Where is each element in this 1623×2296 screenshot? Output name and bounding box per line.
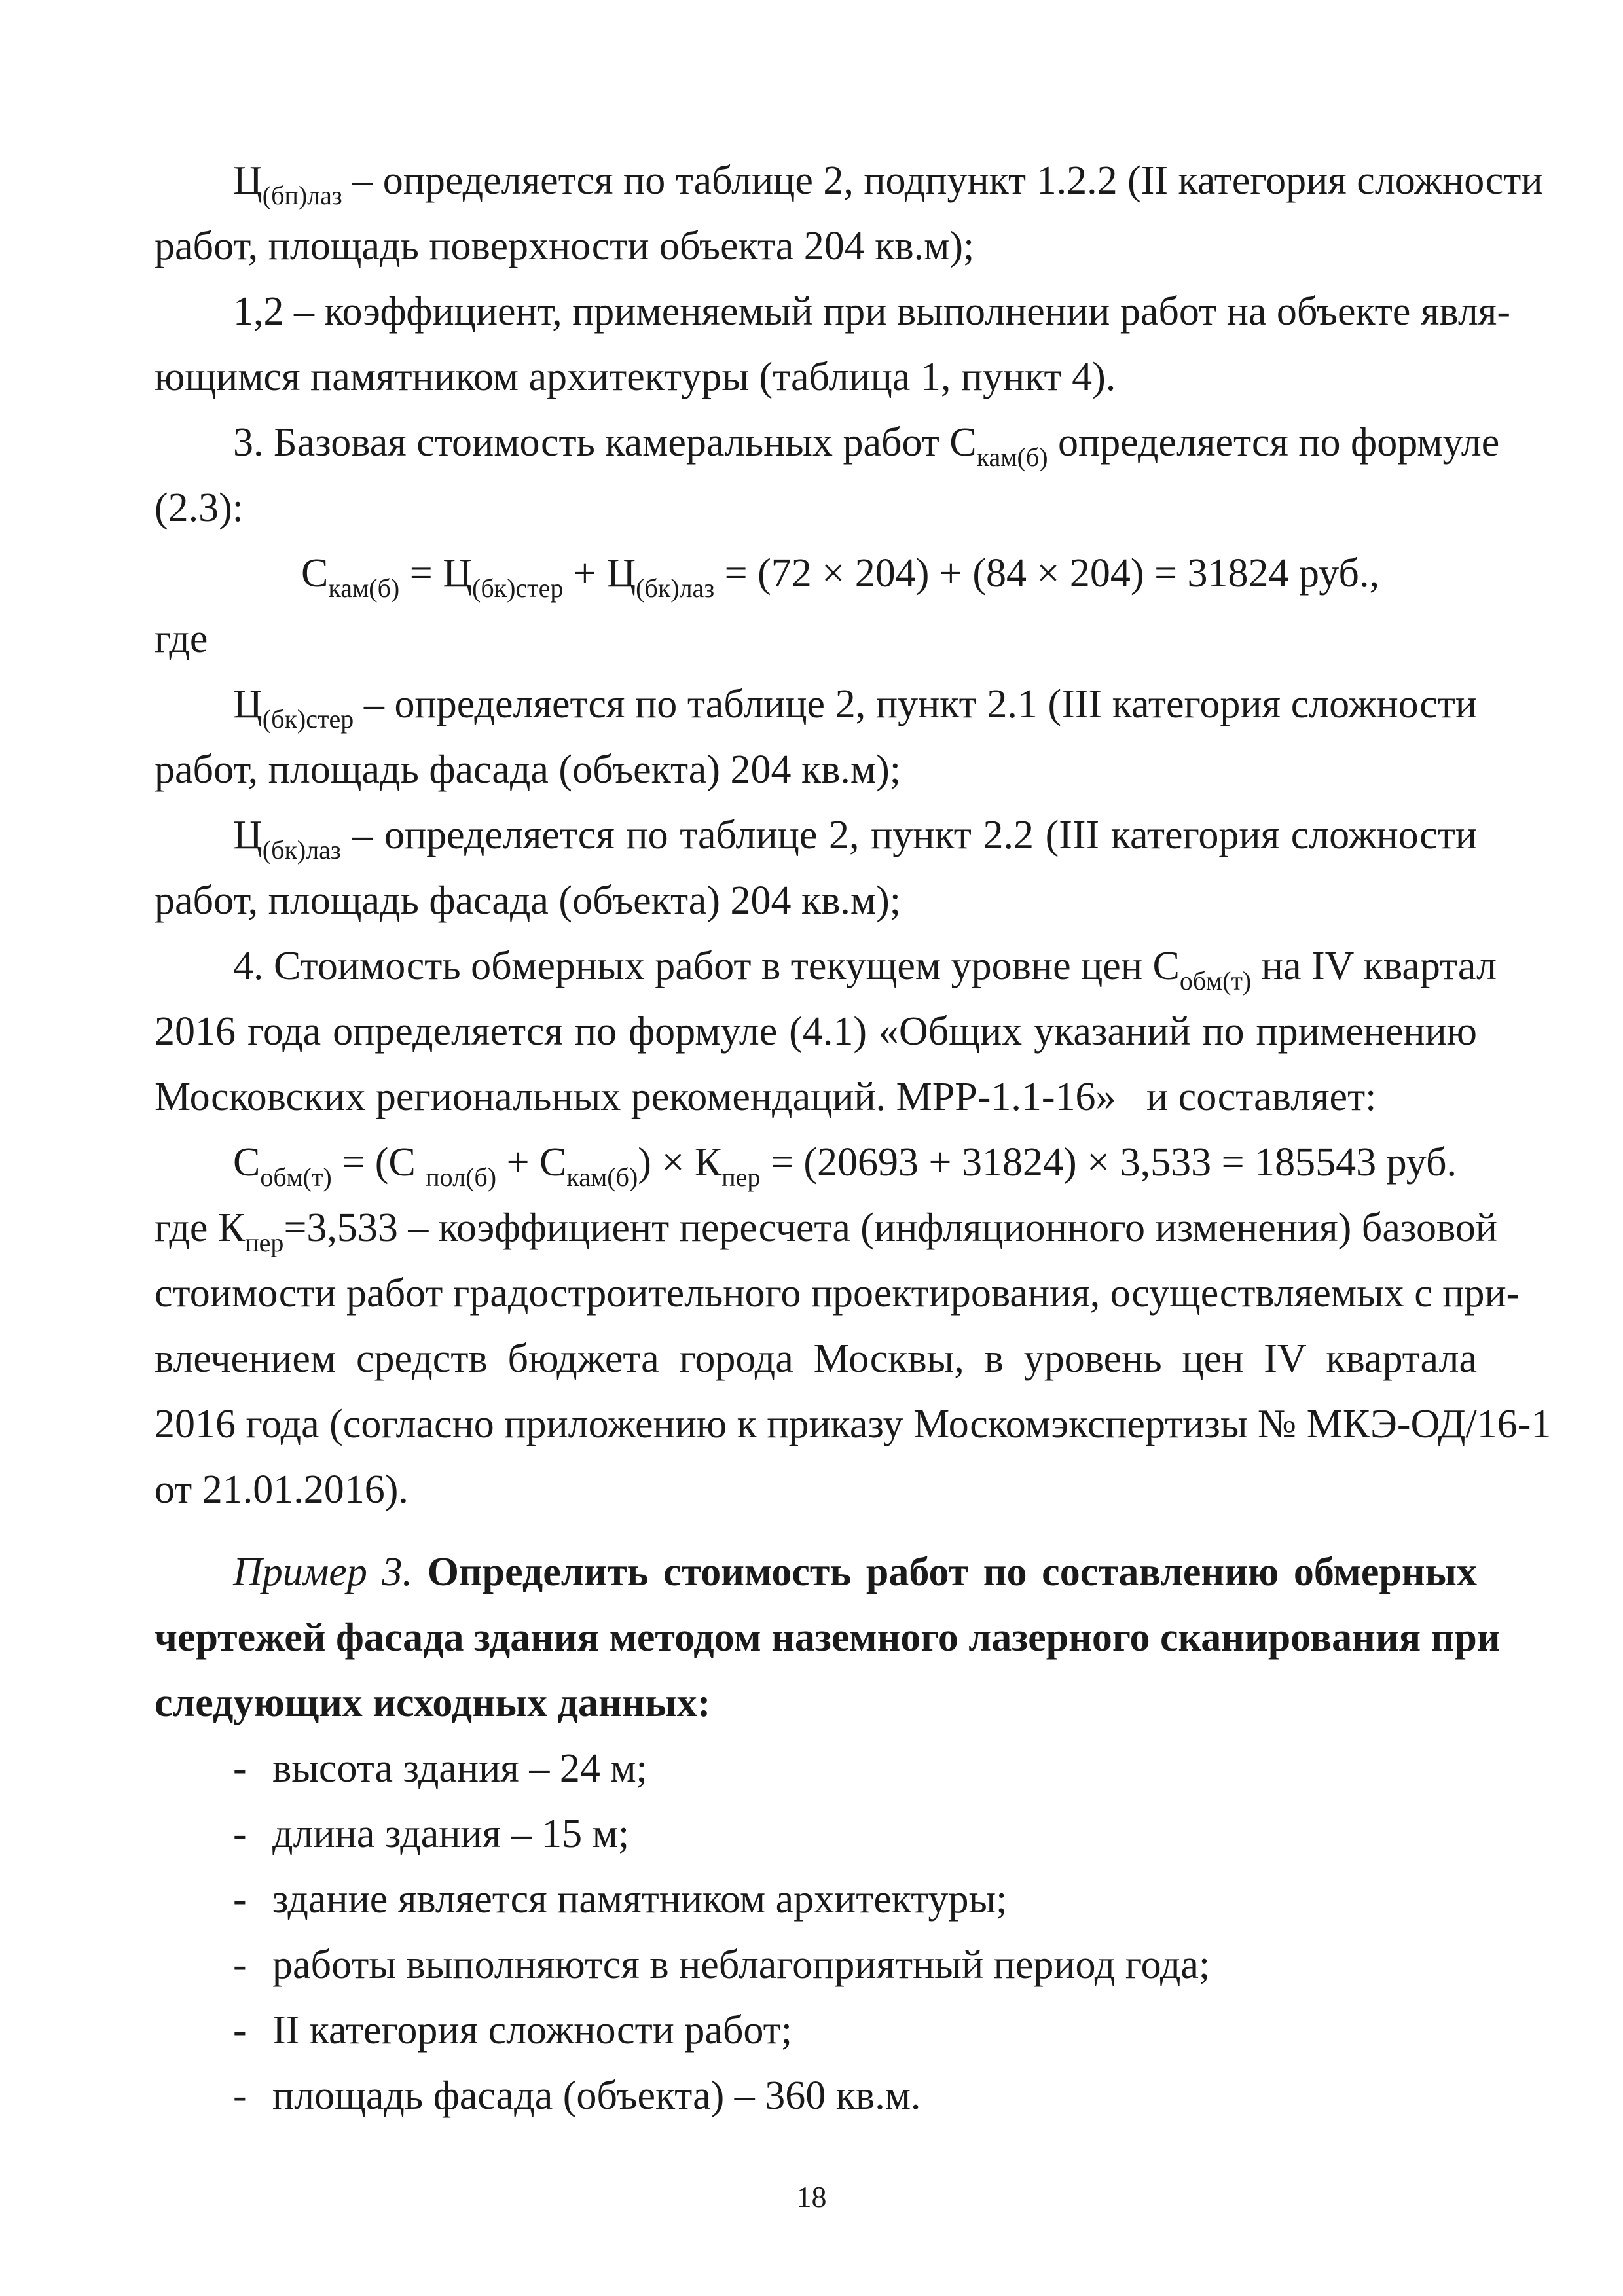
bullet-marker: - <box>233 1746 247 1791</box>
subscript: пер <box>721 1162 761 1192</box>
paragraph-6-line-2: 2016 года определяется по формуле (4.1) «Общих указаний по применению <box>155 1009 1477 1054</box>
subscript: пер <box>245 1228 284 1257</box>
text: – определяется по таблице 2, подпункт 1.2.2 (II категория сложности <box>342 158 1543 203</box>
paragraph-2-line-2: ющимся памятником архитектуры (таблица 1, пункт 4). <box>155 355 1116 399</box>
formula-text: = (20693 + 31824) × 3,533 = 185543 руб. <box>760 1140 1457 1185</box>
formula-text: С <box>301 551 329 596</box>
formula-2 <box>233 1130 1477 1195</box>
bullet-marker: - <box>233 1943 247 1987</box>
subscript: кам(б) <box>328 573 400 603</box>
subscript: пол(б) <box>426 1162 497 1192</box>
example-line-3: следующих исходных данных: <box>155 1681 711 1725</box>
formula-text: С <box>233 1140 261 1185</box>
paragraph-1-line-2: работ, площадь поверхности объекта 204 кв.м); <box>155 224 975 268</box>
text: определяется по формуле <box>1048 420 1500 465</box>
subscript: (бк)лаз <box>636 573 715 603</box>
list-item <box>233 1736 1477 1801</box>
subscript: (бк)стер <box>262 704 354 734</box>
paragraph-7-line-3: влечением средств бюджета города Москвы, в уровень цен IV квартала <box>155 1336 1477 1381</box>
list-item <box>233 1801 1477 1867</box>
text: 4. Стоимость обмерных работ в текущем уровне цен С <box>233 944 1180 988</box>
list-item <box>233 1932 1477 1998</box>
paragraph-3-line-2: (2.3): <box>155 486 244 530</box>
subscript: (бп)лаз <box>262 181 342 210</box>
list-item <box>233 1998 1477 2063</box>
formula-text: + Ц <box>563 551 636 596</box>
where-label: где <box>155 617 208 661</box>
paragraph-7-line-2: стоимости работ градостроительного проектирования, осуществляемых с при- <box>155 1271 1520 1316</box>
list-item-text: площадь фасада (объекта) – 360 кв.м. <box>272 2073 921 2118</box>
list-item-text: высота здания – 24 м; <box>272 1746 647 1791</box>
paragraph-6-line-3: Московских региональных рекомендаций. МРР-1.1-16» и составляет: <box>155 1075 1377 1119</box>
paragraph-5-line-1 <box>233 802 1477 868</box>
symbol-c: Ц <box>233 813 263 857</box>
paragraph-3-line-1 <box>233 410 1500 475</box>
subscript: обм(т) <box>260 1162 332 1192</box>
list-item-text: работы выполняются в неблагоприятный период года; <box>272 1943 1211 1987</box>
formula-text: = (С <box>331 1140 426 1185</box>
subscript: (бк)стер <box>472 573 564 603</box>
example-line-2: чертежей фасада здания методом наземного лазерного сканирования при <box>155 1615 1501 1660</box>
bullet-marker: - <box>233 1877 247 1922</box>
list-item <box>233 2063 1477 2128</box>
symbol-c: Ц <box>233 158 263 203</box>
text: =3,533 – коэффициент пересчета (инфляционного изменения) базовой <box>283 1206 1497 1250</box>
paragraph-7-line-1 <box>155 1195 1497 1261</box>
symbol-c: Ц <box>233 682 263 726</box>
formula-text: = Ц <box>399 551 472 596</box>
bullet-marker: - <box>233 1812 247 1856</box>
paragraph-7-line-4: 2016 года (согласно приложению к приказу Москомэкспертизы № МКЭ-ОД/16-1 <box>155 1402 1552 1446</box>
text: 3. Базовая стоимость камеральных работ С <box>233 420 977 465</box>
list-item-text: длина здания – 15 м; <box>272 1812 630 1856</box>
formula-text: ) × К <box>638 1140 722 1185</box>
formula-text: + С <box>496 1140 567 1185</box>
subscript: обм(т) <box>1179 966 1252 996</box>
text: где К <box>155 1206 246 1250</box>
text: – определяется по таблице 2, пункт 2.1 (III категория сложности <box>354 682 1477 726</box>
formula-1 <box>301 541 1545 606</box>
page-number: 18 <box>796 2180 827 2214</box>
subscript: кам(б) <box>976 442 1048 472</box>
list-item-text: здание является памятником архитектуры; <box>272 1877 1008 1922</box>
subscript: кам(б) <box>566 1162 638 1192</box>
formula-text: = (72 × 204) + (84 × 204) = 31824 руб., <box>714 551 1379 596</box>
text: – определяется по таблице 2, пункт 2.2 (III категория сложности <box>340 813 1477 857</box>
subscript: (бк)лаз <box>262 835 341 865</box>
text: на IV квартал <box>1251 944 1497 988</box>
paragraph-5-line-2: работ, площадь фасада (объекта) 204 кв.м); <box>155 878 901 923</box>
paragraph-4-line-1 <box>233 672 1477 737</box>
example-label: Пример 3. <box>233 1550 413 1594</box>
bullet-marker: - <box>233 2073 247 2118</box>
paragraph-7-line-5: от 21.01.2016). <box>155 1467 409 1512</box>
bullet-marker: - <box>233 2008 247 2053</box>
paragraph-1-line-1 <box>233 148 1543 213</box>
paragraph-6-line-1 <box>233 933 1497 999</box>
example-line-1 <box>233 1539 1477 1605</box>
list-item <box>233 1867 1477 1932</box>
paragraph-2-line-1: 1,2 – коэффициент, применяемый при выполнении работ на объекте явля- <box>233 289 1510 334</box>
paragraph-4-line-2: работ, площадь фасада (объекта) 204 кв.м); <box>155 747 901 792</box>
example-text: Определить стоимость работ по составлению обмерных <box>427 1550 1478 1594</box>
list-item-text: II категория сложности работ; <box>272 2008 792 2053</box>
